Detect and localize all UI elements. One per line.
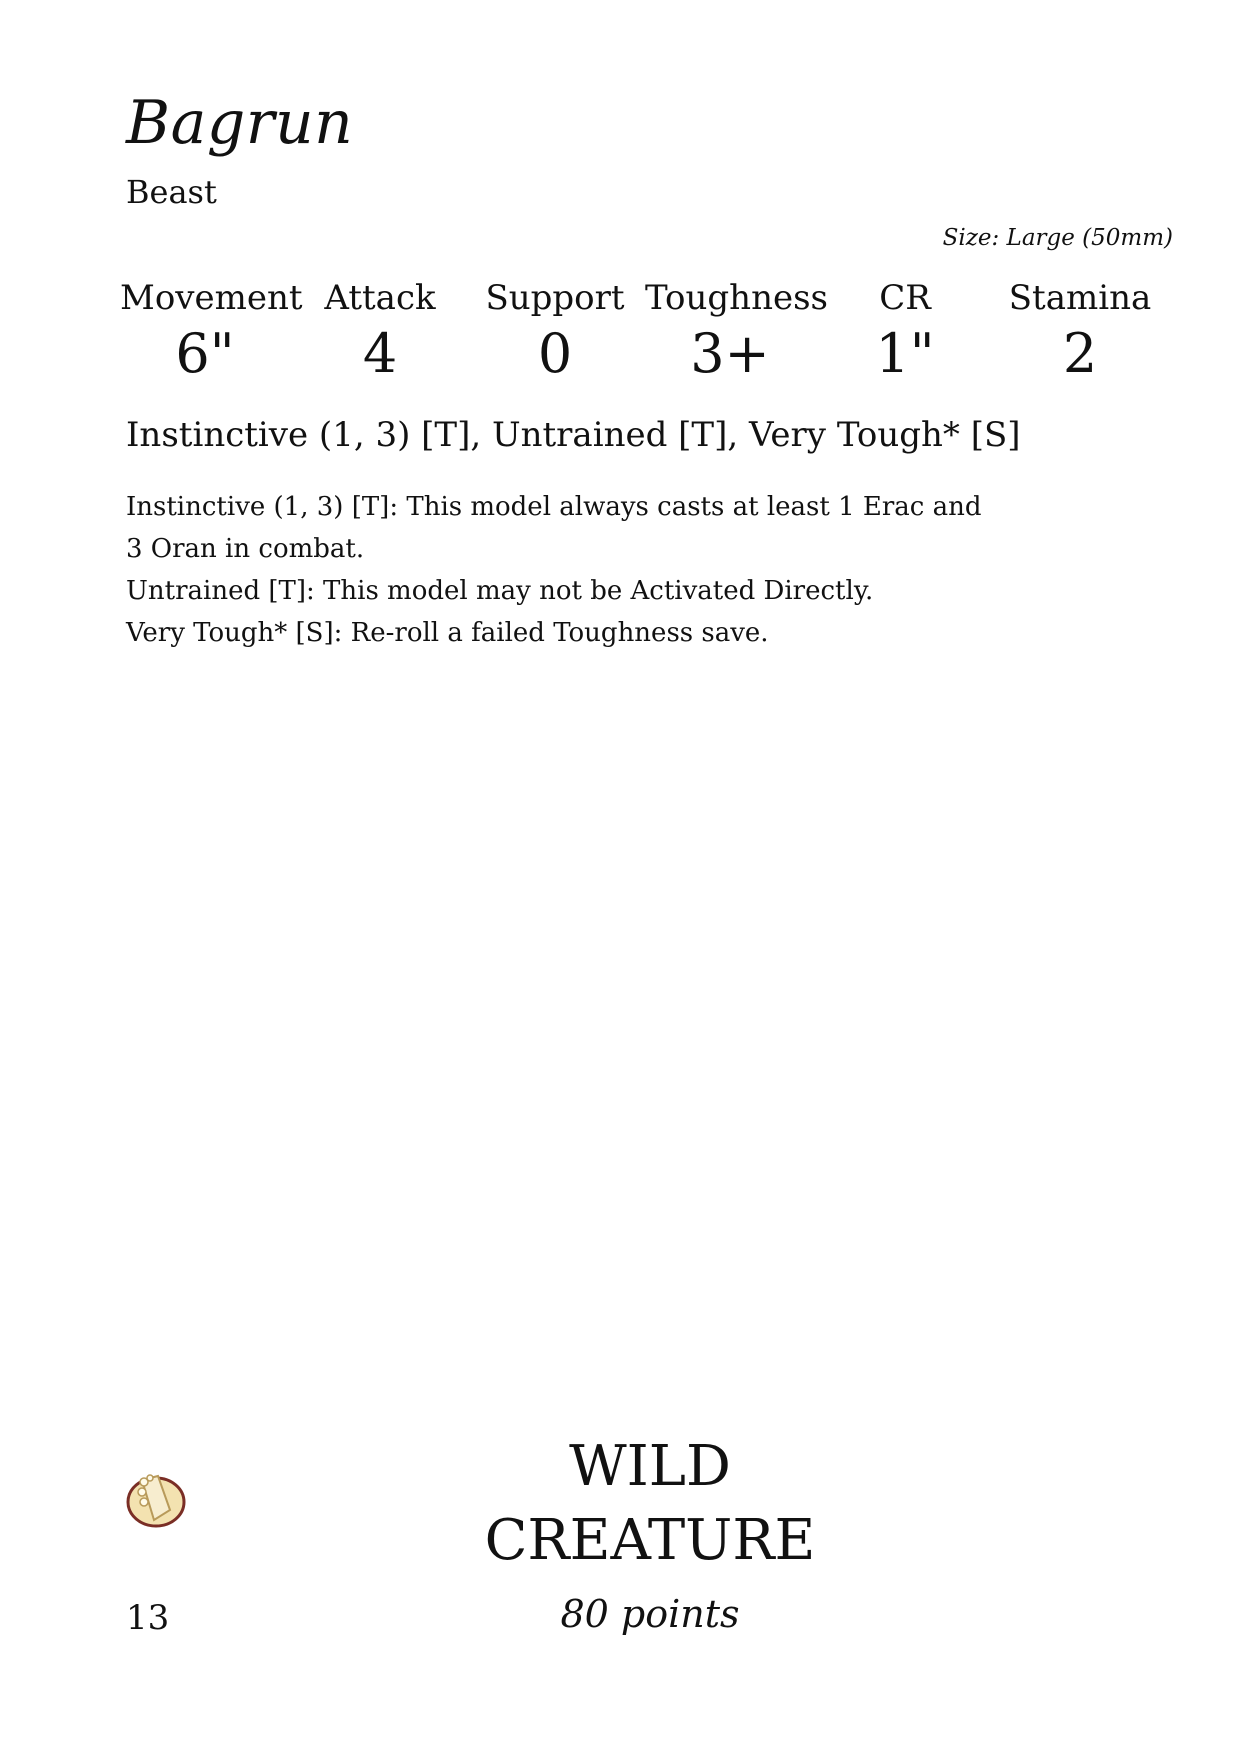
stat-label: Toughness [645,278,828,318]
stat-value: 0 [537,322,573,385]
rule-description: Very Tough* [S]: Re-roll a failed Toughness save. [126,618,769,648]
stat-support [470,278,640,386]
stat-value: 1" [875,322,935,385]
stat-toughness [645,278,828,386]
stat-label: Movement [120,278,303,318]
rule-description: Instinctive (1, 3) [T]: This model always casts at least 1 Erac and 3 Oran in combat. [126,492,982,564]
stat-value: 4 [362,322,398,385]
rules-summary: Instinctive (1, 3) [T], Untrained [T], Very Tough* [S] [126,415,1021,455]
stat-stamina [995,278,1165,386]
stat-label: Stamina [1008,278,1152,318]
stat-label: Support [485,278,625,318]
stat-value: 2 [1062,322,1098,385]
stat-attack [295,278,465,386]
unit-size: Size: Large (50mm) [942,225,1173,251]
stat-movement [120,278,303,386]
faction-name: WILD CREATURE [484,1434,816,1573]
unit-type: Beast [126,173,217,211]
stat-label: CR [879,278,931,318]
stat-value: 3+ [690,322,770,385]
stat-value: 6" [175,322,235,385]
rule-description: Untrained [T]: This model may not be Activated Directly. [126,576,874,606]
page-number: 13 [126,1598,170,1638]
stat-label: Attack [324,278,436,318]
points-cost: 80 points [560,1592,740,1636]
stat-cr [820,278,990,386]
unit-name: Bagrun [126,88,354,158]
